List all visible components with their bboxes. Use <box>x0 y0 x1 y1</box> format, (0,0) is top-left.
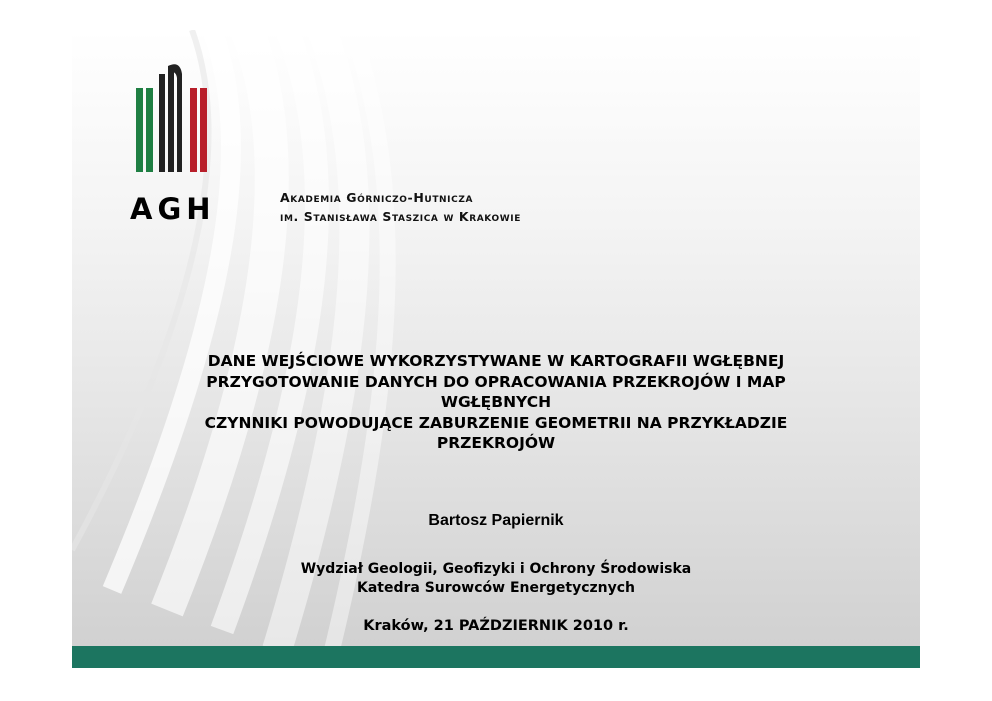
title-line-1: DANE WEJŚCIOWE WYKORZYSTYWANE W KARTOGRAFII WGŁĘBNEJ <box>207 352 785 370</box>
university-line-1: Akademia Górniczo-Hutnicza <box>280 190 474 205</box>
presentation-date: Kraków, 21 PAŹDZIERNIK 2010 r. <box>363 618 629 634</box>
bottom-bar <box>72 646 920 668</box>
department-name: Katedra Surowców Energetycznych <box>356 580 636 596</box>
title-line-4: CZYNNIKI POWODUJĄCE ZABURZENIE GEOMETRII NA PRZYKŁADZIE <box>204 413 788 432</box>
title-line-5: PRZEKROJÓW <box>436 434 556 452</box>
title-line-2: PRZYGOTOWANIE DANYCH DO OPRACOWANIA PRZEKROJÓW I MAP <box>206 372 786 391</box>
university-name <box>280 188 521 226</box>
logo-text: AGH <box>130 192 216 226</box>
agh-logo-icon <box>130 64 220 172</box>
faculty-name: Wydział Geologii, Geofizyki i Ochrony Środowiska <box>300 561 692 577</box>
presentation-title <box>112 351 880 454</box>
author-name: Bartosz Papiernik <box>428 512 564 529</box>
university-line-2: im. Stanisława Staszica w Krakowie <box>280 209 521 224</box>
title-slide <box>72 30 920 668</box>
affiliation <box>72 560 920 598</box>
title-line-3: WGŁĘBNYCH <box>440 393 552 411</box>
